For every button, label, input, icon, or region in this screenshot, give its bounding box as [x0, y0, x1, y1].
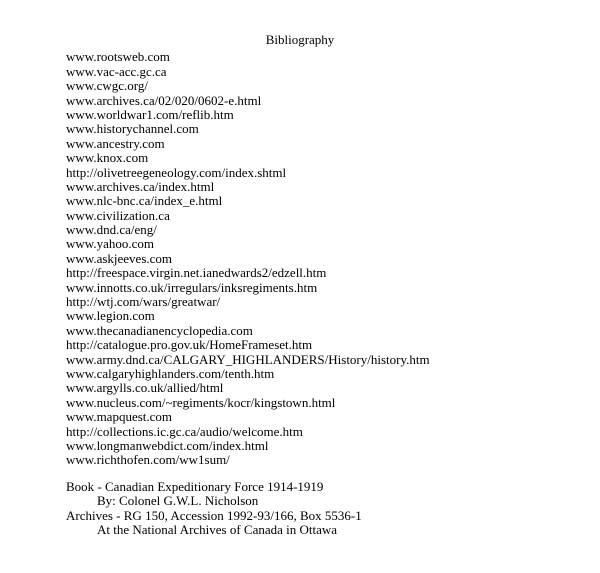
url-line: www.askjeeves.com	[66, 250, 173, 266]
url-line: www.thecanadianencyclopedia.com	[66, 322, 253, 338]
url-list	[66, 50, 600, 467]
url-line: www.historychannel.com	[66, 121, 199, 137]
url-line: www.legion.com	[66, 308, 155, 324]
url-line: www.rootsweb.com	[66, 49, 170, 65]
url-line: www.cwgc.org/	[66, 78, 148, 94]
url-line: http://olivetreegeneology.com/index.shtml	[66, 164, 287, 180]
book-references	[66, 480, 600, 538]
url-line: www.knox.com	[66, 150, 149, 166]
reference-line: Archives - RG 150, Accession 1992-93/166, Box 5536-1	[66, 507, 362, 523]
url-line: www.archives.ca/index.html	[66, 178, 215, 194]
url-line: www.yahoo.com	[66, 236, 154, 252]
url-line: www.mapquest.com	[66, 409, 173, 425]
url-line: www.nucleus.com/~regiments/kocr/kingstown.html	[66, 394, 336, 410]
url-line: www.army.dnd.ca/CALGARY_HIGHLANDERS/History/history.htm	[66, 351, 430, 367]
url-line: http://freespace.virgin.net.ianedwards2/edzell.htm	[66, 265, 327, 281]
url-line: www.innotts.co.uk/irregulars/inksregiments.htm	[66, 279, 318, 295]
url-line: www.vac-acc.gc.ca	[66, 63, 167, 79]
url-line: http://collections.ic.gc.ca/audio/welcome.htm	[66, 423, 303, 439]
url-line: www.longmanwebdict.com/index.html	[66, 437, 269, 453]
url-line: www.worldwar1.com/reflib.htm	[66, 106, 234, 122]
url-line: www.richthofen.com/ww1sum/	[66, 452, 230, 468]
url-line: www.archives.ca/02/020/0602-e.html	[66, 92, 262, 108]
url-line: www.ancestry.com	[66, 135, 165, 151]
reference-line: Book - Canadian Expeditionary Force 1914-1919	[66, 478, 324, 494]
page-title: Bibliography	[265, 32, 335, 47]
reference-line: By: Colonel G.W.L. Nicholson	[97, 493, 259, 509]
url-line: www.civilization.ca	[66, 207, 170, 223]
url-line: www.argylls.co.uk/allied/html	[66, 380, 224, 396]
url-line: http://wtj.com/wars/greatwar/	[66, 294, 221, 310]
url-line: www.nlc-bnc.ca/index_e.html	[66, 193, 223, 209]
url-line: http://catalogue.pro.gov.uk/HomeFrameset.htm	[66, 337, 313, 353]
url-line: www.calgaryhighlanders.com/tenth.htm	[66, 365, 275, 381]
reference-line: At the National Archives of Canada in Ottawa	[97, 521, 338, 537]
url-line: www.dnd.ca/eng/	[66, 222, 157, 238]
